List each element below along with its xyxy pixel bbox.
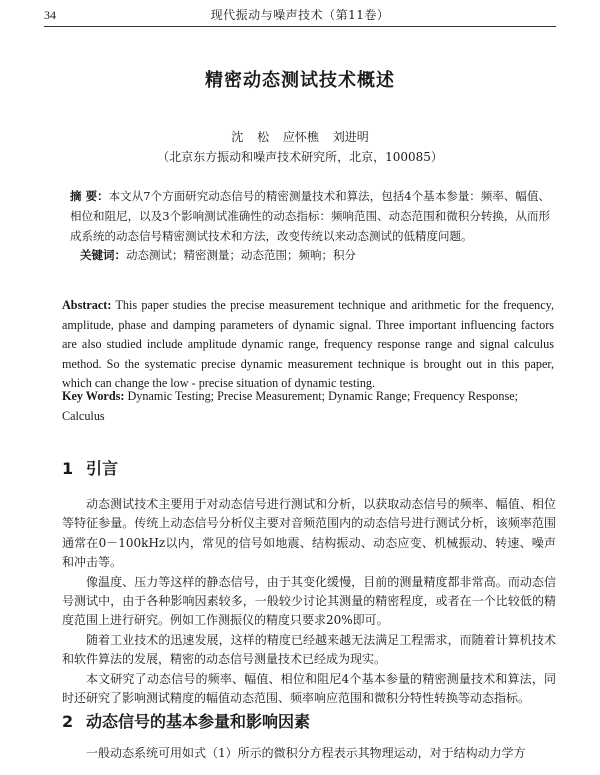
abstract-cn <box>70 186 550 246</box>
paragraph: 像温度、压力等这样的静态信号，由于其变化缓慢，目前的测量精度都非常高。而动态信号测试中，由于各种影响因素较多，一般较少讨论其测量的精密程度，或者在一个比较低的精度范围上进行研究。例如工作测振仪的精度只要求20%即可。 <box>62 574 556 628</box>
abstract-en-label: Abstract: <box>62 298 112 312</box>
section-2-number: 2 <box>62 712 74 731</box>
abstract-en <box>62 296 554 394</box>
keywords-cn <box>80 245 550 265</box>
paragraph: 本文研究了动态信号的频率、幅值、相位和阻尼4个基本参量的精密测量技术和算法，同时还研究了影响测试精度的幅值动态范围、频率响应范围和微积分特性转换等动态指标。 <box>62 671 556 706</box>
authors: 沈 松 应怀樵 刘进明 <box>231 130 369 144</box>
paper-title: 精密动态测试技术概述 <box>205 70 395 91</box>
keywords-cn-label: 关键词： <box>80 248 126 262</box>
keywords-en-text: Dynamic Testing; Precise Measurement; Dynamic Range; Frequency Response; Calculus <box>62 389 518 423</box>
abstract-cn-text: 本文从7个方面研究动态信号的精密测量技术和算法，包括4个基本参量：频率、幅值、相位和阻尼，以及3个影响测试准确性的动态指标：频响范围、动态范围和微积分转换，从而形成系统的动态信号精密测试技术和方法，改变传统以来动态测试的低精度问题。 <box>70 189 550 243</box>
section-2-heading <box>62 709 310 732</box>
paragraph: 随着工业技术的迅速发展，这样的精度已经越来越无法满足工程需求，而随着计算机技术和软件算法的发展，精密的动态信号测量技术已经成为现实。 <box>62 632 556 667</box>
journal-title: 现代振动与噪声技术（第11卷） <box>210 8 390 22</box>
affiliation: （北京东方振动和噪声技术研究所，北京，100085） <box>157 150 443 164</box>
paragraph: 动态测试技术主要用于对动态信号进行测试和分析，以获取动态信号的频率、幅值、相位等特征参量。传统上动态信号分析仪主要对音频范围内的动态信号进行测试分析，该频率范围通常在0－100kHz以内，常见的信号如地震、结构振动、动态应变、机械振动、转速、噪声和冲击等。 <box>62 497 556 570</box>
keywords-en <box>62 387 554 426</box>
page-number: 34 <box>44 8 56 22</box>
keywords-en-label: Key Words: <box>62 389 125 403</box>
section-1-body <box>62 495 556 708</box>
section-1-title: 引言 <box>86 459 119 478</box>
abstract-en-text: This paper studies the precise measurement technique and arithmetic for the frequency, amplitude, phase and damping parameters of dynamic signal. Three important influencing factors are also studied include amplitude dynamic range, frequency response range and signal calculus method. So the systematic precise dynamic measurement technique is brought out in this paper, which can change the low - precise situation of dynamic testing. <box>62 298 554 390</box>
section-2-title: 动态信号的基本参量和影响因素 <box>86 712 311 731</box>
section-2-first-line: 一般动态系统可用如式（1）所示的微积分方程表示其物理运动，对于结构动力学方 <box>86 746 526 760</box>
header-rule <box>44 26 556 27</box>
abstract-cn-label: 摘 要： <box>70 189 109 203</box>
section-1-number: 1 <box>62 459 74 478</box>
section-1-heading <box>62 456 118 479</box>
keywords-cn-text: 动态测试；精密测量；动态范围；频响；积分 <box>126 248 356 262</box>
running-header <box>44 6 556 24</box>
